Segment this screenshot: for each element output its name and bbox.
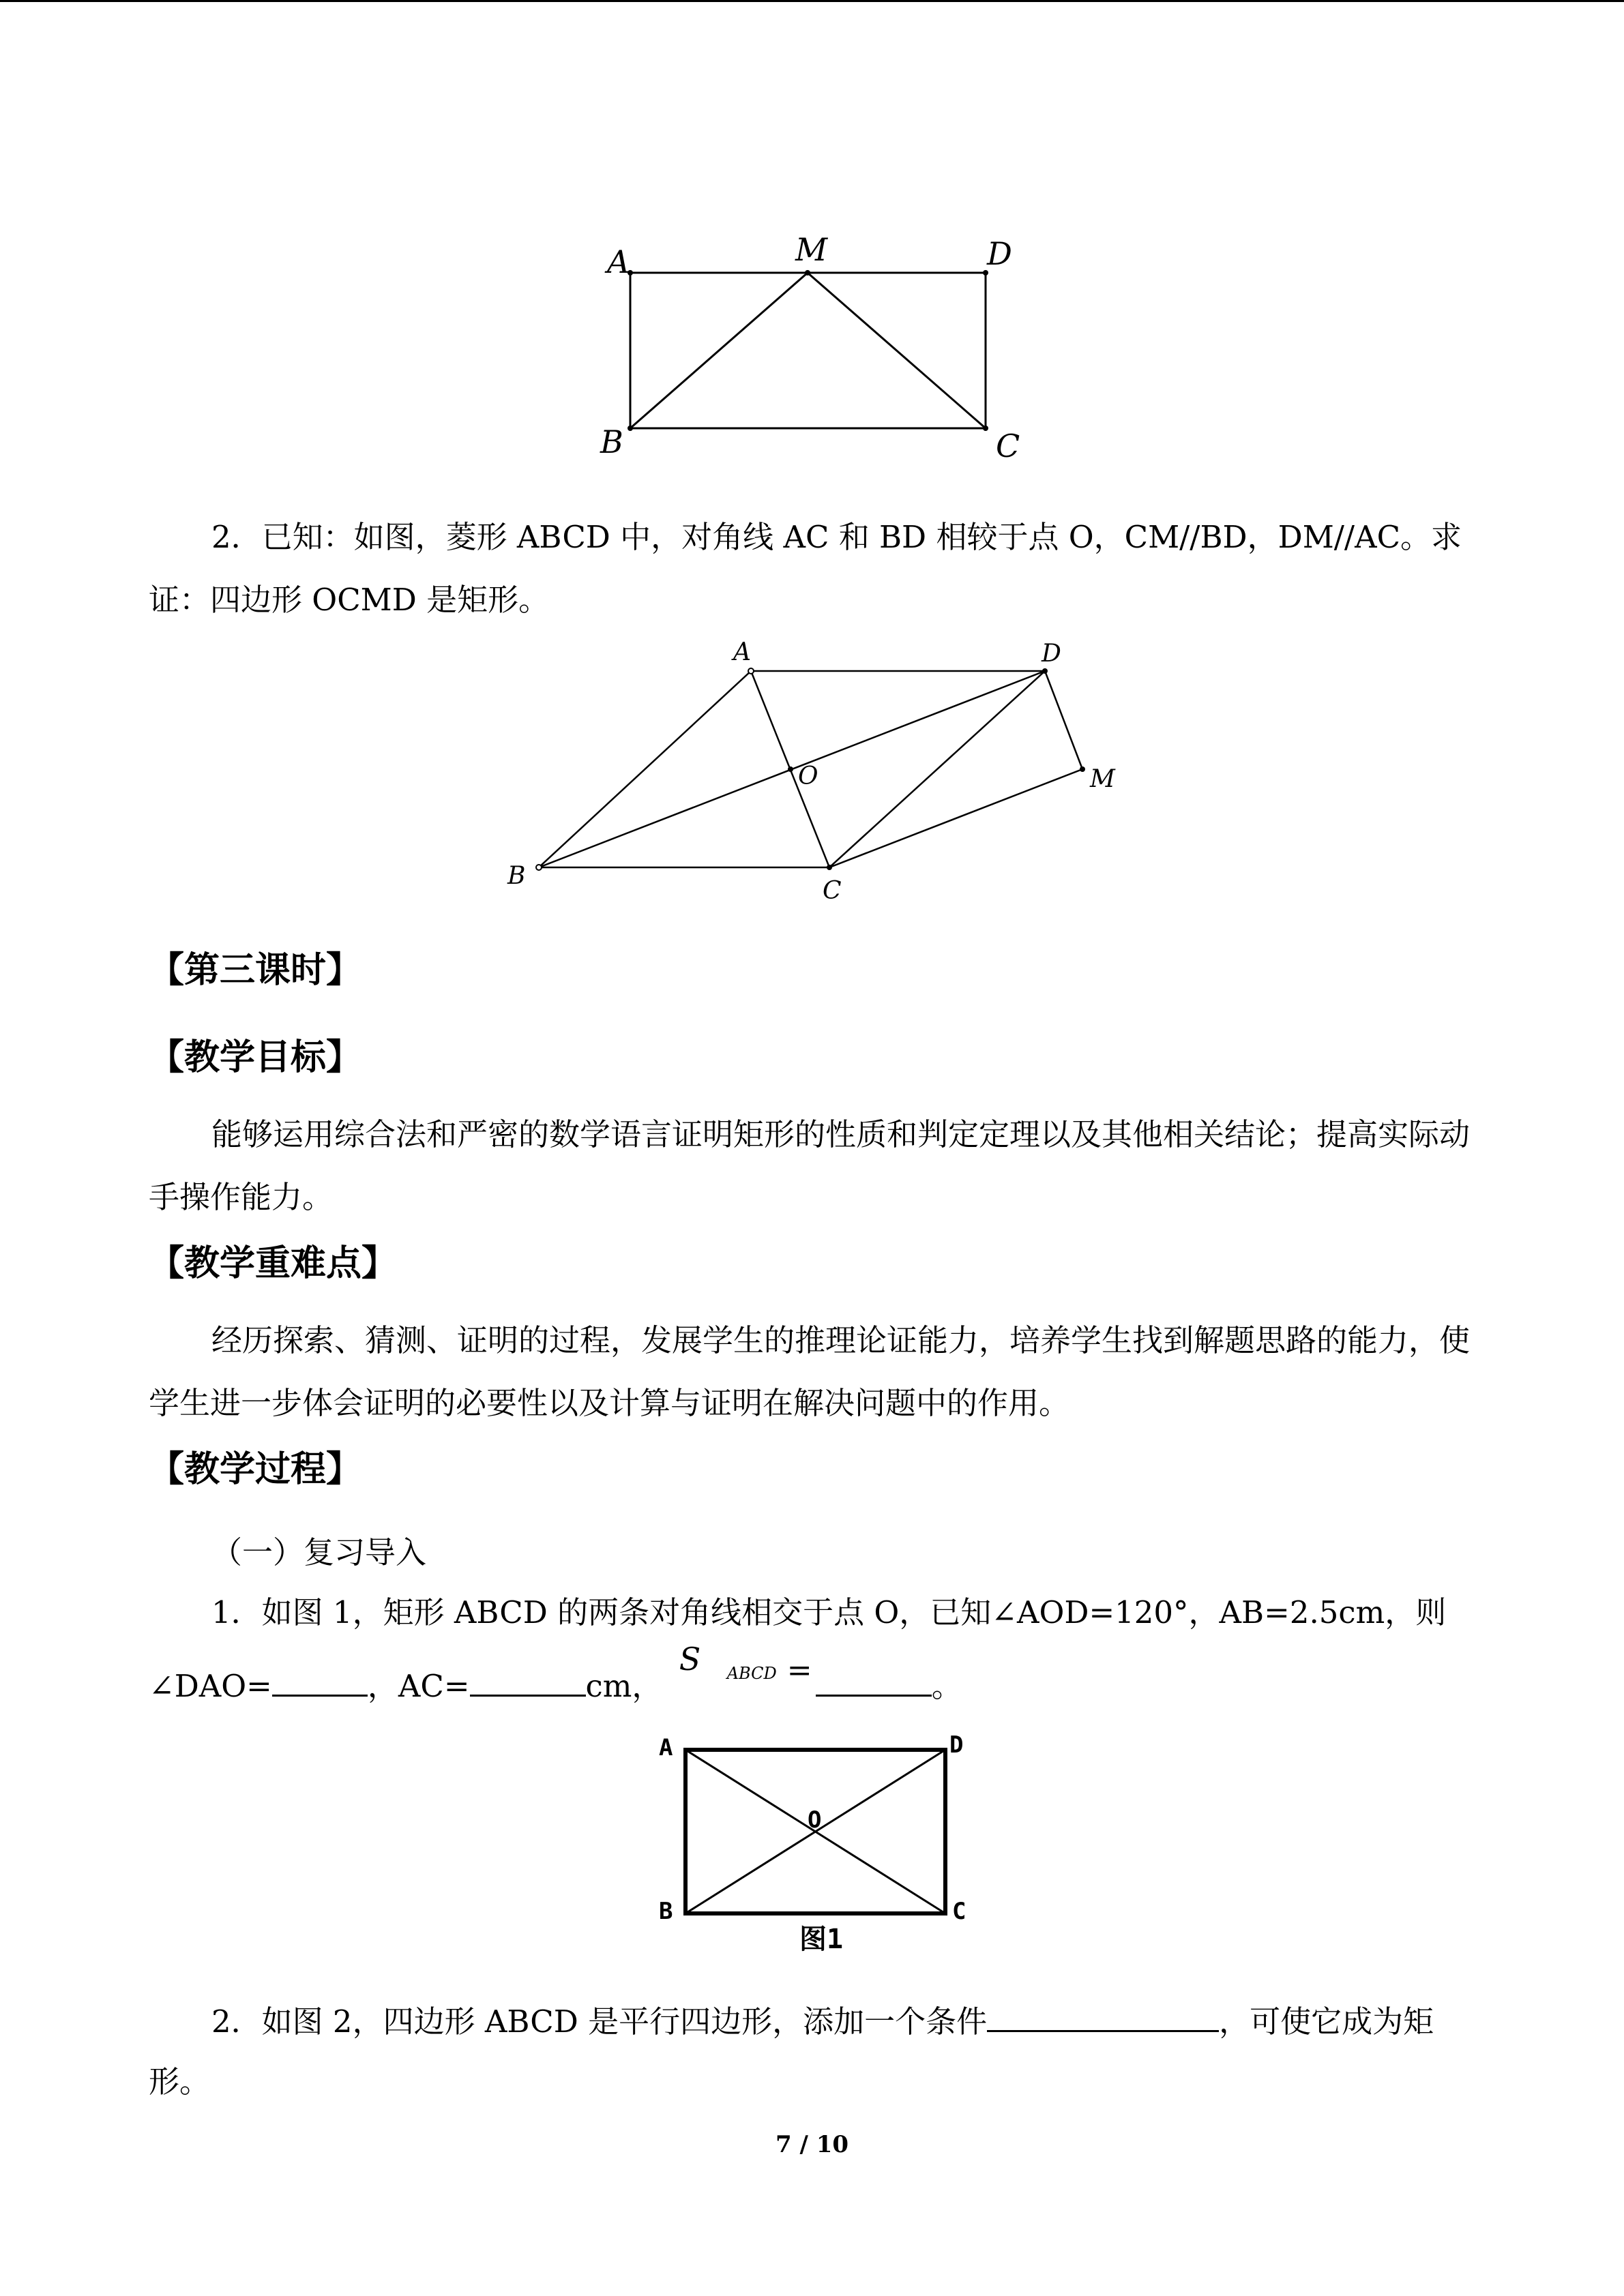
review-q1-line1: 1．如图 1，矩形 ABCD 的两条对角线相交于点 O，已知∠AOD=120°，AB=2.5cm，则 xyxy=(211,1594,1447,1630)
question-2-line1: 2．已知：如图，菱形 ABCD 中，对角线 AC 和 BD 相较于点 O，CM//BD，DM//AC。求 xyxy=(211,519,1462,555)
area-s: S xyxy=(679,1641,701,1678)
label-m: M xyxy=(795,231,828,268)
label-a: A xyxy=(659,1734,673,1761)
label-c: C xyxy=(996,428,1020,464)
label-c: C xyxy=(823,877,842,905)
heading-lesson-3: 【第三课时】 xyxy=(149,950,362,991)
label-b: B xyxy=(507,862,526,890)
review-title: （一）复习导入 xyxy=(211,1534,427,1570)
heading-key-points: 【教学重难点】 xyxy=(149,1243,398,1284)
review-q2-line1 xyxy=(211,1997,1434,2041)
q1-end: 。 xyxy=(931,1668,962,1704)
label-d: D xyxy=(987,235,1012,272)
heading-teaching-process: 【教学过程】 xyxy=(149,1449,362,1490)
label-o: O xyxy=(808,1806,822,1834)
label-d: D xyxy=(1042,640,1061,668)
label-b: B xyxy=(600,423,623,460)
label-m: M xyxy=(1090,765,1115,793)
label-o: O xyxy=(798,762,818,790)
ac-label: ，AC= xyxy=(367,1668,470,1704)
area-subscript: ABCD xyxy=(726,1664,777,1683)
label-d: D xyxy=(949,1731,964,1759)
q2-text-b: ，可使它成为矩 xyxy=(1219,2003,1434,2040)
review-q2-line2: 形。 xyxy=(149,2063,211,2100)
label-b: B xyxy=(659,1898,673,1925)
area-equals: = xyxy=(786,1653,812,1688)
question-2-line2: 证：四边形 OCMD 是矩形。 xyxy=(149,582,550,618)
cm-label: cm， xyxy=(585,1668,663,1704)
figure-caption: 图1 xyxy=(799,1924,844,1955)
goals-text: 能够运用综合法和严密的数学语言证明矩形的性质和判定定理以及其他相关结论；提高实际动手操作能力。 xyxy=(149,1116,1471,1215)
dao-label: ∠DAO= xyxy=(149,1668,272,1704)
key-points-text: 经历探索、猜测、证明的过程，发展学生的推理论证能力，培养学生找到解题思路的能力，使学生进一步体会证明的必要性以及计算与证明在解决问题中的作用。 xyxy=(149,1322,1471,1421)
label-a: A xyxy=(607,243,630,280)
q2-text-a: 2．如图 2，四边形 ABCD 是平行四边形，添加一个条件 xyxy=(211,2003,988,2040)
page-number: 7 / 10 xyxy=(775,2131,849,2158)
label-c: C xyxy=(952,1898,966,1925)
label-a: A xyxy=(733,638,751,666)
condition-blank xyxy=(987,2003,1219,2032)
heading-teaching-goals: 【教学目标】 xyxy=(149,1037,362,1078)
